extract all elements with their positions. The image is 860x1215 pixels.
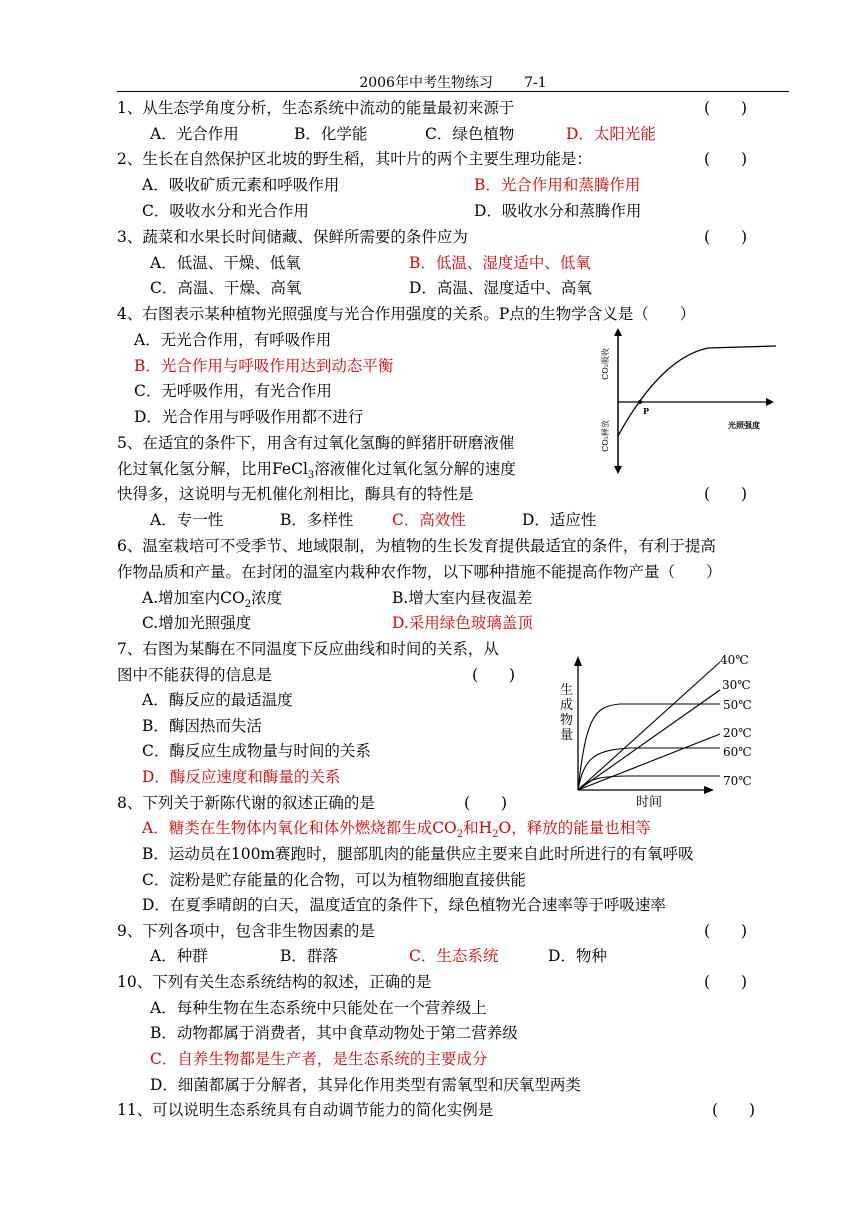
- q5-line-1: 5、在适宜的条件下，用含有过氧化氢酶的鲜猪肝研磨液催: [117, 434, 515, 452]
- q4-figure: [578, 326, 778, 476]
- q2-option-d: D．吸收水分和蒸腾作用: [474, 202, 642, 220]
- q2-stem: 2、生长在自然保护区北坡的野生稻，其叶片的两个主要生理功能是：: [117, 150, 592, 168]
- q6-option-b: B.增大室内昼夜温差: [392, 589, 533, 607]
- q4-fig-x-label: 光照强度: [728, 420, 760, 430]
- q7-fig-label-60: 60℃: [723, 745, 752, 759]
- q10-stem: 10、下列有关生态系统结构的叙述，正确的是: [117, 973, 432, 991]
- q7-fig-ylabel-1: 生: [560, 683, 574, 698]
- q7-fig-ylabel-4: 量: [560, 728, 574, 743]
- q5-option-c: C．高效性: [392, 511, 466, 529]
- q5-line-2-formula: FeCl: [272, 460, 308, 478]
- q3-stem: 3、蔬菜和水果长时间储藏、保鲜所需要的条件应为: [117, 228, 468, 246]
- q7-fig-line-70: [578, 776, 720, 790]
- q6-option-a-tail: 浓度: [251, 589, 283, 607]
- q7-fig-label-20: 20℃: [723, 726, 752, 740]
- q7-fig-label-50: 50℃: [723, 698, 752, 712]
- q1-option-c: C．绿色植物: [425, 125, 515, 143]
- q8-option-b: B．运动员在100m赛跑时，腿部肌肉的能量供应主要来自此时所进行的有氧呼吸: [142, 845, 694, 863]
- q2-option-c: C．吸收水分和光合作用: [142, 202, 309, 220]
- q5-line-2-sub: 3: [307, 470, 315, 482]
- q7-fig-line-20: [578, 734, 720, 790]
- q6-option-c: C.增加光照强度: [142, 614, 252, 632]
- q7-fig-line-40: [578, 662, 720, 790]
- q8-option-a-text: A．糖类在生物体内氧化和体外燃烧都生成CO: [142, 819, 457, 837]
- q9-option-c: C．生态系统: [409, 947, 499, 965]
- q4-fig-y-arrow-up: [614, 328, 622, 336]
- q6-option-d: D.采用绿色玻璃盖顶: [392, 614, 533, 632]
- q7-fig-ylabel-2: 成: [560, 698, 574, 713]
- q4-fig-point-p: [638, 400, 642, 404]
- q1-option-b: B．化学能: [294, 125, 368, 143]
- q7-fig-xlabel: 时间: [636, 795, 663, 810]
- q4-option-c: C．无呼吸作用，有光合作用: [134, 382, 332, 400]
- q5-line-2: [117, 459, 516, 486]
- q3-option-d: D．高温、湿度适中、高氧: [409, 279, 592, 297]
- header-title: 2006年中考生物练习: [359, 75, 493, 91]
- q3-option-a: A．低温、干燥、低氧: [150, 254, 301, 272]
- q8-option-a-mid: 和H: [463, 819, 493, 837]
- q7-fig-ylabel-3: 物: [560, 713, 574, 728]
- q8-option-d: D．在夏季晴朗的白天，温度适宜的条件下，绿色植物光合速率等于呼吸速率: [142, 896, 666, 914]
- page-header: [117, 72, 789, 92]
- q5-option-a: A．专一性: [150, 511, 224, 529]
- q9-option-a: A．种群: [150, 947, 208, 965]
- q6-option-a-sub: 2: [244, 599, 252, 611]
- q2-answer-blank: ( ): [704, 150, 748, 168]
- q5-option-d: D．适应性: [522, 511, 597, 529]
- q6-option-a-text: A.增加室内CO: [142, 589, 245, 607]
- q5-line-3: 快得多，这说明与无机催化剂相比，酶具有的特性是: [117, 485, 474, 503]
- q8-answer-blank: ( ): [464, 794, 508, 812]
- q7-fig-label-70: 70℃: [723, 774, 752, 788]
- q7-fig-line-50: [578, 704, 720, 790]
- q10-answer-blank: ( ): [704, 973, 748, 991]
- q3-option-c: C．高温、干燥、高氧: [150, 279, 302, 297]
- q7-option-d: D．酶反应速度和酶量的关系: [142, 768, 341, 786]
- q8-option-a-sub2: 2: [492, 829, 499, 841]
- q9-option-b: B．群落: [280, 947, 338, 965]
- q7-fig-line-60: [578, 748, 720, 790]
- q6-line-1: 6、温室栽培可不受季节、地域限制，为植物的生长发育提供最适宜的条件，有利于提高: [117, 537, 716, 555]
- q4-option-b: B．光合作用与呼吸作用达到动态平衡: [134, 357, 394, 375]
- q5-line-2-a: 化过氧化氢分解，比用: [117, 460, 273, 478]
- q8-option-a-tail: O，释放的能量也相等: [498, 819, 651, 837]
- q1-option-a: A．光合作用: [150, 125, 239, 143]
- q8-option-a-sub1: 2: [456, 829, 464, 841]
- q1-stem: 1、从生态学角度分析，生态系统中流动的能量最初来源于: [117, 99, 515, 117]
- q5-line-2-c: 溶液催化过氧化氢分解的速度: [314, 460, 516, 478]
- q10-option-d: D．细菌都属于分解者，其异化作用类型有需氧型和厌氧型两类: [150, 1076, 581, 1094]
- q1-answer-blank: ( ): [704, 99, 748, 117]
- q4-stem: 4、右图表示某种植物光照强度与光合作用强度的关系。P点的生物学含义是（ ）: [117, 305, 696, 323]
- q8-option-c: C．淀粉是贮存能量的化合物，可以为植物细胞直接供能: [142, 871, 526, 889]
- q7-option-c: C．酶反应生成物量与时间的关系: [142, 742, 371, 760]
- q7-figure: [560, 648, 760, 813]
- q11-answer-blank: ( ): [712, 1101, 756, 1119]
- q1-option-d: D．太阳光能: [566, 125, 656, 143]
- q8-stem: 8、下列关于新陈代谢的叙述正确的是: [117, 794, 375, 812]
- q4-fig-x-arrow: [766, 398, 774, 406]
- q6-option-a: [142, 588, 282, 615]
- q7-fig-label-40: 40℃: [720, 653, 749, 667]
- q3-option-b: B．低温、湿度适中、低氧: [409, 254, 591, 272]
- q4-option-d: D．光合作用与呼吸作用都不进行: [134, 408, 364, 426]
- header-rule: [117, 91, 789, 92]
- q2-option-a: A．吸收矿质元素和呼吸作用: [142, 176, 340, 194]
- q9-option-d: D．物种: [548, 947, 607, 965]
- q5-option-b: B．多样性: [280, 511, 354, 529]
- q8-option-a: [142, 818, 651, 845]
- q10-option-b: B．动物都属于消费者，其中食草动物处于第二营养级: [150, 1024, 518, 1042]
- q4-fig-y-arrow-down: [614, 466, 622, 474]
- q4-option-a: A．无光合作用，有呼吸作用: [134, 331, 332, 349]
- q7-fig-line-30: [578, 690, 720, 790]
- q7-fig-x-arrow: [704, 786, 714, 794]
- q7-fig-y-arrow: [574, 656, 582, 666]
- q3-answer-blank: ( ): [704, 228, 748, 246]
- header-page: 7-1: [524, 75, 547, 91]
- q9-answer-blank: ( ): [704, 922, 748, 940]
- q6-line-2: 作物品质和产量。在封闭的温室内栽种农作物，以下哪种措施不能提高作物产量（ ）: [117, 563, 722, 581]
- q10-option-c: C．自养生物都是生产者，是生态系统的主要成分: [150, 1050, 488, 1068]
- q10-option-a: A．每种生物在生态系统中只能处在一个营养级上: [150, 999, 487, 1017]
- q9-stem: 9、下列各项中，包含非生物因素的是: [117, 922, 375, 940]
- q7-fig-label-30: 30℃: [722, 678, 751, 692]
- q4-fig-y-down-label: CO₂释放: [601, 420, 610, 452]
- q7-line-2: 图中不能获得的信息是: [117, 666, 273, 684]
- q2-option-b: B．光合作用和蒸腾作用: [474, 176, 641, 194]
- q7-option-a: A．酶反应的最适温度: [142, 691, 293, 709]
- q4-fig-y-up-label: CO₂吸收: [601, 348, 610, 380]
- q7-answer-blank: ( ): [472, 666, 516, 684]
- q4-fig-p-label: P: [643, 406, 650, 416]
- q11-stem: 11、可以说明生态系统具有自动调节能力的简化实例是: [117, 1101, 494, 1119]
- q5-answer-blank: ( ): [704, 485, 748, 503]
- q7-line-1: 7、右图为某酶在不同温度下反应曲线和时间的关系，从: [117, 640, 499, 658]
- q7-option-b: B．酶因热而失活: [142, 717, 262, 735]
